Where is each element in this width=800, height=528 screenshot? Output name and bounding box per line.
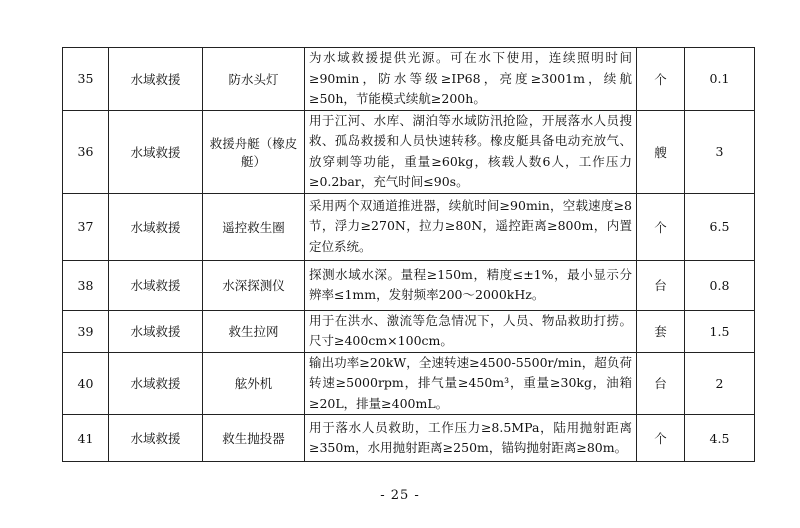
row-quantity: 3 xyxy=(685,110,755,193)
row-description: 输出功率≥20kW，全速转速≥4500-5500r/min，超负荷转速≥5000rpm，排气量≥450m³，重量≥30kg，油箱≥20L，排量≥400mL。 xyxy=(305,352,637,415)
row-number: 39 xyxy=(63,310,109,352)
row-category: 水域救援 xyxy=(109,310,203,352)
row-unit: 个 xyxy=(637,193,685,260)
row-quantity: 1.5 xyxy=(685,310,755,352)
row-description: 探测水域水深。量程≥150m，精度≤±1%，最小显示分辨率≤1mm，发射频率200～2000kHz。 xyxy=(305,260,637,310)
row-equipment-name: 救援舟艇（橡皮艇） xyxy=(203,110,305,193)
row-unit: 套 xyxy=(637,310,685,352)
row-description: 用于江河、水库、湖泊等水域防汛抢险，开展落水人员搜救、孤岛救援和人员快速转移。橡皮艇具备电动充放气、放穿刺等功能，重量≥60kg，核载人数6人，工作压力≥0.2bar，充气时间≤90s。 xyxy=(305,110,637,193)
row-unit: 台 xyxy=(637,352,685,415)
row-category: 水域救援 xyxy=(109,110,203,193)
row-unit: 个 xyxy=(637,415,685,462)
row-equipment-name: 救生拉网 xyxy=(203,310,305,352)
row-description: 用于落水人员救助，工作压力≥8.5MPa，陆用抛射距离≥350m，水用抛射距离≥250m，锚钩抛射距离≥80m。 xyxy=(305,415,637,462)
table-row xyxy=(63,193,755,260)
row-unit: 个 xyxy=(637,48,685,111)
row-equipment-name: 防水头灯 xyxy=(203,48,305,111)
table-row xyxy=(63,310,755,352)
row-quantity: 2 xyxy=(685,352,755,415)
row-quantity: 0.1 xyxy=(685,48,755,111)
row-quantity: 0.8 xyxy=(685,260,755,310)
row-equipment-name: 水深探测仪 xyxy=(203,260,305,310)
equipment-spec-table xyxy=(62,47,755,462)
row-description: 采用两个双通道推进器，续航时间≥90min，空载速度≥8节，浮力≥270N，拉力≥80N，遥控距离≥800m，内置定位系统。 xyxy=(305,193,637,260)
row-category: 水域救援 xyxy=(109,193,203,260)
table-row xyxy=(63,415,755,462)
row-category: 水域救援 xyxy=(109,260,203,310)
row-number: 41 xyxy=(63,415,109,462)
row-equipment-name: 救生抛投器 xyxy=(203,415,305,462)
row-category: 水域救援 xyxy=(109,415,203,462)
row-category: 水域救援 xyxy=(109,48,203,111)
row-category: 水域救援 xyxy=(109,352,203,415)
row-description: 用于在洪水、激流等危急情况下，人员、物品救助打捞。尺寸≥400cm×100cm。 xyxy=(305,310,637,352)
table-row xyxy=(63,48,755,111)
page-number: - 25 - xyxy=(380,488,420,503)
row-unit: 台 xyxy=(637,260,685,310)
table-row xyxy=(63,260,755,310)
row-quantity: 4.5 xyxy=(685,415,755,462)
row-number: 35 xyxy=(63,48,109,111)
row-quantity: 6.5 xyxy=(685,193,755,260)
row-number: 36 xyxy=(63,110,109,193)
row-number: 38 xyxy=(63,260,109,310)
row-description: 为水域救援提供光源。可在水下使用，连续照明时间≥90min，防水等级≥IP68，亮度≥3001m，续航≥50h，节能模式续航≥200h。 xyxy=(305,48,637,111)
row-number: 37 xyxy=(63,193,109,260)
table-row xyxy=(63,110,755,193)
row-equipment-name: 遥控救生圈 xyxy=(203,193,305,260)
table-row xyxy=(63,352,755,415)
row-equipment-name: 舷外机 xyxy=(203,352,305,415)
row-number: 40 xyxy=(63,352,109,415)
row-unit: 艘 xyxy=(637,110,685,193)
